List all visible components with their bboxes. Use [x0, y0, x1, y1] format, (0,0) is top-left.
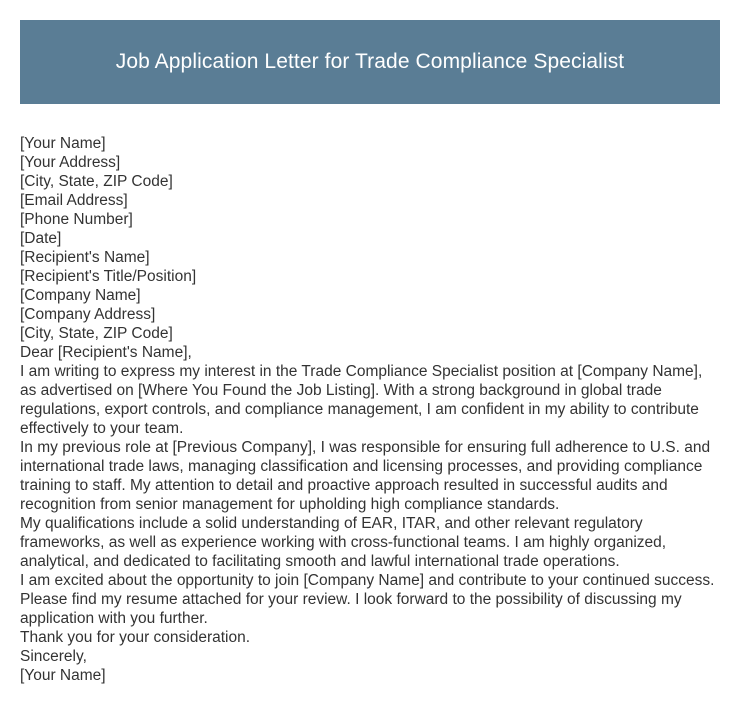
header-banner: [20, 20, 720, 104]
company-city-state-zip: [City, State, ZIP Code]: [20, 325, 173, 342]
paragraph-experience: In my previous role at [Previous Company], I was responsible for ensuring full adherence to U.S. and international trade laws, managing classification and licensing processes, and providing compliance training to staff. My attention to detail and proactive approach resulted in successful audits and recognition from senior management for upholding high compliance standards.: [20, 439, 711, 513]
paragraph-qualifications: My qualifications include a solid understanding of EAR, ITAR, and other relevant regulatory frameworks, as well as experience working with cross-functional teams. I am highly organized, analytical, and dedicated to facilitating smooth and lawful international trade operations.: [20, 515, 667, 570]
closing-line: Sincerely,: [20, 648, 87, 665]
letter-date: [Date]: [20, 230, 62, 247]
recipient-name: [Recipient's Name]: [20, 249, 150, 266]
sender-phone: [Phone Number]: [20, 211, 133, 228]
sender-email: [Email Address]: [20, 192, 128, 209]
sender-name: [Your Name]: [20, 135, 106, 152]
sender-address: [Your Address]: [20, 154, 121, 171]
company-address: [Company Address]: [20, 306, 156, 323]
page-title: Job Application Letter for Trade Compliance Specialist: [115, 50, 625, 73]
letter-body: [20, 134, 720, 685]
sender-city-state-zip: [City, State, ZIP Code]: [20, 173, 173, 190]
paragraph-intro: I am writing to express my interest in the Trade Compliance Specialist position at [Company Name], as advertised on [Where You Found the Job Listing]. With a strong background in global trade regulations, export controls, and compliance management, I am confident in my ability to contribute effectively to your team.: [20, 363, 703, 437]
paragraph-closing: I am excited about the opportunity to join [Company Name] and contribute to your continued success. Please find my resume attached for your review. I look forward to the possibility of discussing my application with you further.: [20, 572, 715, 627]
company-name: [Company Name]: [20, 287, 141, 304]
signature: [Your Name]: [20, 667, 106, 684]
salutation: Dear [Recipient's Name],: [20, 344, 192, 361]
recipient-title: [Recipient's Title/Position]: [20, 268, 197, 285]
thanks-line: Thank you for your consideration.: [20, 629, 251, 646]
